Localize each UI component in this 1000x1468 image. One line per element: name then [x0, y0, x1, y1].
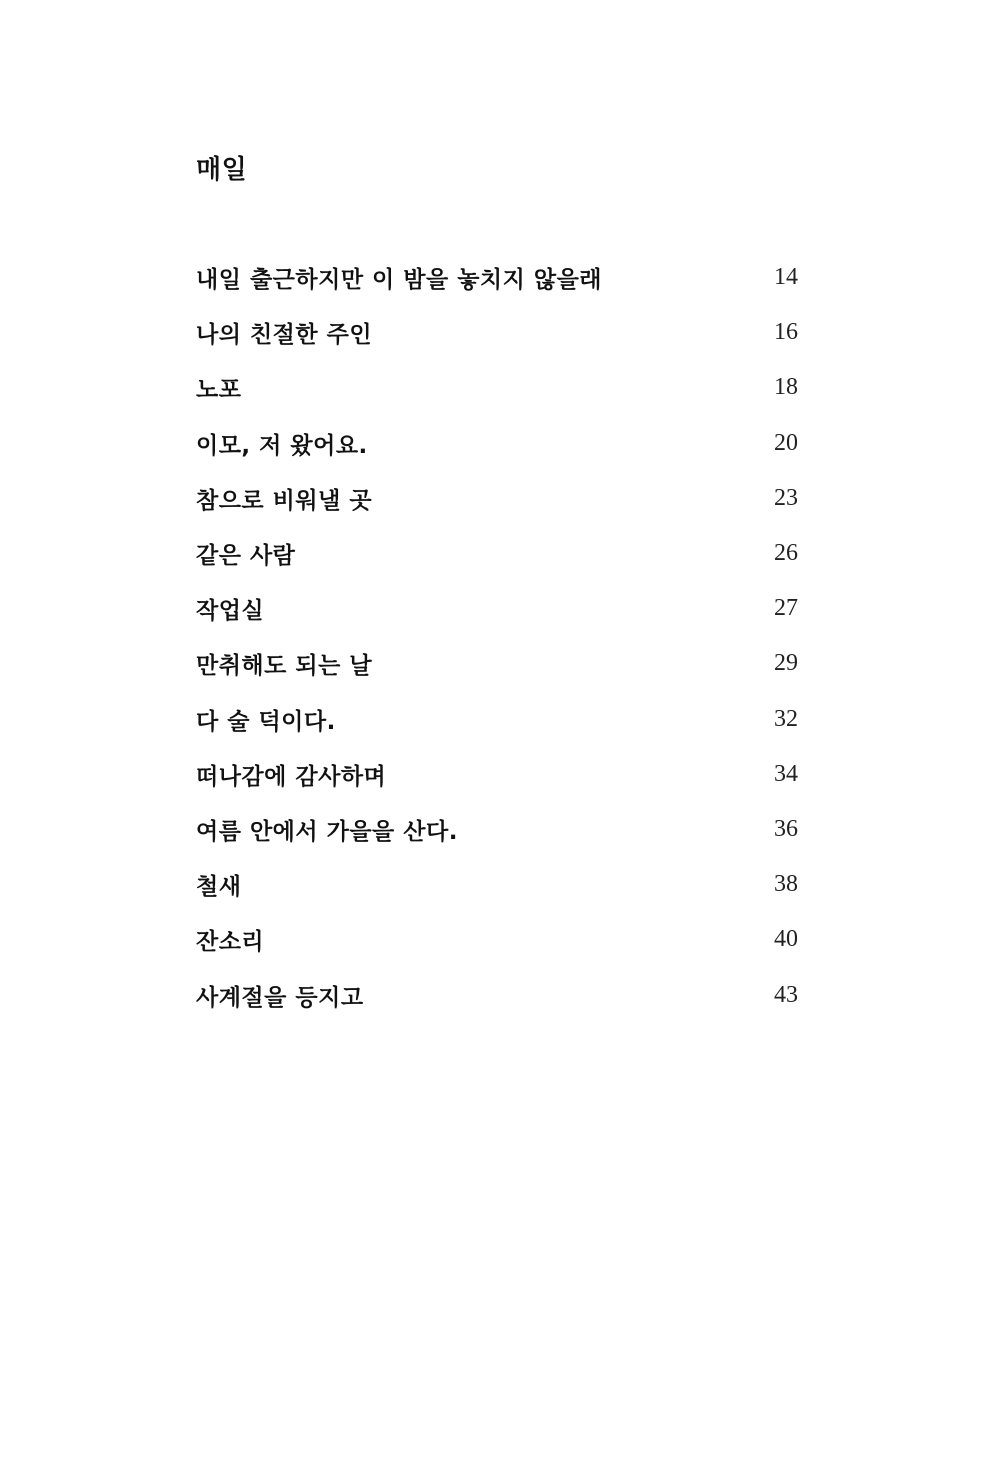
entry-title: 같은 사람 [196, 543, 296, 570]
toc-entry [196, 912, 798, 967]
entry-title: 참으로 비워낼 곳 [196, 487, 373, 514]
toc-entry [196, 360, 798, 415]
entry-page-number: 40 [774, 926, 798, 953]
toc-entry [196, 416, 798, 471]
toc-entry [196, 967, 798, 1022]
entry-page-number: 36 [774, 815, 798, 842]
entry-title: 철새 [196, 874, 242, 901]
entry-title: 만취해도 되는 날 [196, 653, 373, 680]
toc-entry [196, 526, 798, 581]
entry-title: 사계절을 등지고 [196, 984, 364, 1011]
toc-entry [196, 692, 798, 747]
toc-entry [196, 802, 798, 857]
toc-entry [196, 471, 798, 526]
entry-title: 작업실 [196, 598, 265, 625]
toc-entry [196, 581, 798, 636]
entry-page-number: 38 [774, 871, 798, 898]
toc-entry [196, 250, 798, 305]
entry-page-number: 14 [774, 264, 798, 291]
entry-page-number: 18 [774, 374, 798, 401]
entry-title: 떠나감에 감사하며 [196, 763, 387, 790]
entry-page-number: 26 [774, 540, 798, 567]
toc-entry [196, 305, 798, 360]
entry-title: 여름 안에서 가을을 산다. [196, 818, 458, 845]
entry-title: 나의 친절한 주인 [196, 322, 373, 349]
entry-page-number: 32 [774, 705, 798, 732]
toc-entry [196, 747, 798, 802]
entry-page-number: 27 [774, 595, 798, 622]
entry-title: 내일 출근하지만 이 밤을 놓치지 않을래 [196, 267, 603, 294]
entry-title: 잔소리 [196, 929, 265, 956]
entry-page-number: 23 [774, 484, 798, 511]
entry-page-number: 20 [774, 429, 798, 456]
entry-title: 다 술 덕이다. [196, 708, 336, 735]
entry-page-number: 34 [774, 760, 798, 787]
table-of-contents [196, 250, 798, 1023]
section-title: 매일 [196, 155, 248, 185]
toc-entry [196, 636, 798, 691]
entry-page-number: 43 [774, 981, 798, 1008]
entry-title: 이모, 저 왔어요. [196, 432, 368, 459]
toc-entry [196, 857, 798, 912]
entry-page-number: 16 [774, 319, 798, 346]
entry-title: 노포 [196, 377, 242, 404]
entry-page-number: 29 [774, 650, 798, 677]
